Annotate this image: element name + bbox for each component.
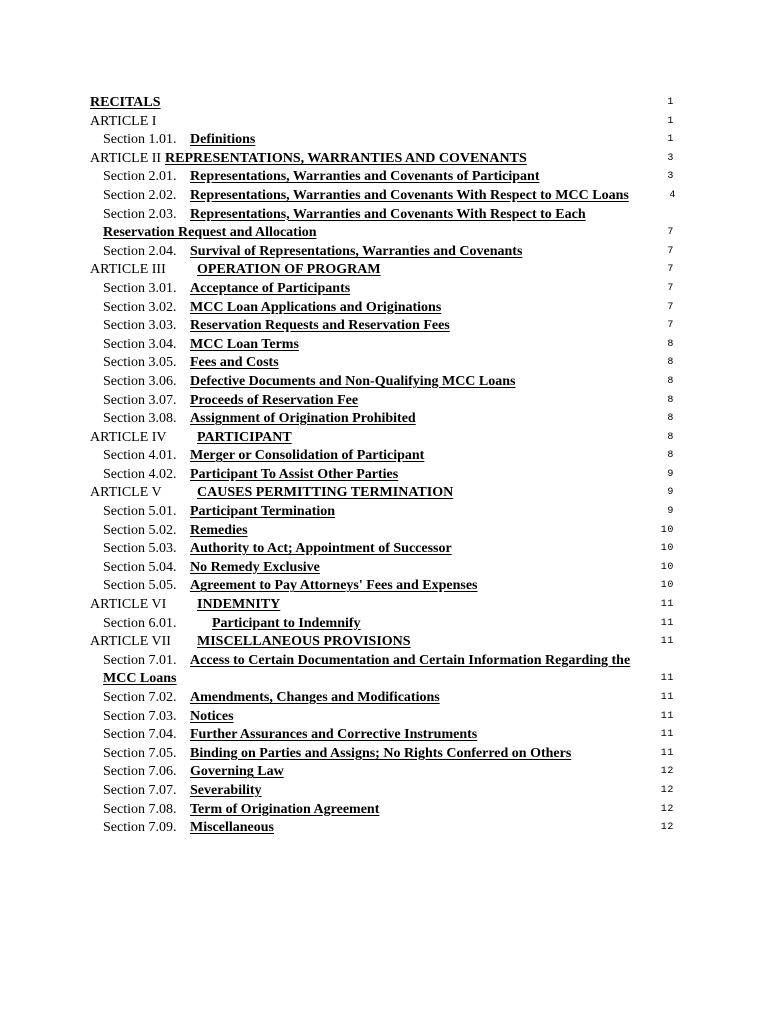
toc-entry-article-4[interactable] [90, 429, 674, 448]
toc-page-number: 11 [660, 617, 674, 629]
toc-title[interactable]: PARTICIPANT [197, 429, 292, 445]
toc-title[interactable]: RECITALS [90, 95, 161, 110]
toc-entry-section-7-08[interactable] [90, 801, 674, 820]
toc-entry-section-2-02[interactable] [90, 187, 674, 206]
toc-title[interactable]: Severability [190, 782, 262, 798]
toc-title[interactable]: Notices [190, 708, 234, 724]
toc-label: Section 5.02. [103, 522, 177, 538]
toc-label: Section 2.03. [103, 206, 177, 222]
toc-label: Section 2.01. [103, 169, 177, 185]
toc-title[interactable]: Fees and Costs [190, 355, 279, 371]
toc-entry-article-1 [90, 113, 674, 132]
toc-page-number: 1 [667, 134, 674, 146]
toc-page-number: 11 [660, 747, 674, 759]
toc-page-number: 3 [667, 152, 674, 164]
toc-entry-article-2[interactable] [90, 150, 674, 169]
toc-page-number: 1 [667, 97, 674, 108]
toc-entry-section-5-02[interactable] [90, 522, 674, 541]
toc-entry-section-7-02[interactable] [90, 689, 674, 708]
toc-label: Section 3.07. [103, 392, 177, 408]
toc-entry-section-7-09[interactable] [90, 819, 674, 838]
toc-page-number: 8 [667, 338, 674, 350]
toc-page-number: 11 [660, 636, 674, 648]
toc-entry-recitals[interactable] [90, 94, 674, 113]
toc-title[interactable]: Reservation Requests and Reservation Fees [190, 318, 450, 334]
toc-title[interactable]: Participant to Indemnify [212, 615, 361, 631]
toc-title[interactable]: Survival of Representations, Warranties and Covenants [190, 243, 523, 259]
toc-page-number: 1 [667, 115, 674, 127]
toc-entry-section-5-01[interactable] [90, 503, 674, 522]
toc-label: Section 7.09. [103, 820, 177, 836]
toc-entry-section-3-01[interactable] [90, 280, 674, 299]
toc-label: Section 7.07. [103, 782, 177, 798]
toc-page-number: 10 [660, 524, 674, 536]
toc-label: ARTICLE III [90, 262, 166, 278]
toc-page-number: 10 [660, 580, 674, 592]
toc-title[interactable]: REPRESENTATIONS, WARRANTIES AND COVENANTS [165, 150, 527, 166]
toc-page-number: 7 [667, 320, 674, 332]
toc-title[interactable]: INDEMNITY [197, 597, 281, 613]
table-of-contents [90, 94, 674, 838]
toc-title[interactable]: Binding on Parties and Assigns; No Rights Conferred on Others [190, 745, 572, 761]
toc-title[interactable]: Participant Termination [190, 504, 336, 520]
toc-label: Section 4.02. [103, 466, 177, 482]
toc-page-number: 8 [667, 450, 674, 462]
toc-title[interactable]: Further Assurances and Corrective Instruments [190, 727, 478, 743]
toc-entry-section-5-04[interactable] [90, 559, 674, 578]
toc-label: ARTICLE VII [90, 634, 171, 650]
toc-entry-article-5[interactable] [90, 484, 674, 503]
toc-page-number: 11 [660, 692, 674, 703]
toc-entry-section-3-07[interactable] [90, 392, 674, 411]
toc-title[interactable]: Term of Origination Agreement [190, 801, 380, 817]
toc-label: Section 3.03. [103, 318, 177, 334]
toc-title[interactable]: CAUSES PERMITTING TERMINATION [197, 485, 454, 501]
toc-title[interactable]: Proceeds of Reservation Fee [190, 392, 359, 408]
toc-title[interactable]: MCC Loan Terms [190, 336, 299, 352]
toc-label: Section 3.01. [103, 280, 177, 296]
toc-entry-section-2-04[interactable] [90, 243, 674, 262]
toc-label: Section 3.06. [103, 373, 177, 389]
toc-title[interactable]: Definitions [190, 132, 256, 148]
toc-page-number: 7 [667, 264, 674, 276]
toc-entry-section-3-02[interactable] [90, 299, 674, 318]
toc-page-number: 3 [667, 171, 674, 183]
toc-label: Section 5.01. [103, 504, 177, 520]
toc-label: ARTICLE VI [90, 597, 167, 613]
toc-page-number: 9 [667, 487, 674, 499]
toc-title[interactable]: Governing Law [190, 764, 284, 780]
toc-page-number: 10 [660, 561, 674, 573]
toc-page-number: 8 [667, 375, 674, 387]
toc-page-number: 7 [667, 301, 674, 313]
toc-title[interactable]: Agreement to Pay Attorneys' Fees and Expenses [190, 578, 478, 594]
toc-entry-article-7[interactable] [90, 633, 674, 652]
toc-entry-section-3-03[interactable] [90, 317, 674, 336]
toc-label: Section 1.01. [103, 132, 177, 148]
toc-label: Section 7.04. [103, 727, 177, 743]
toc-title[interactable]: Representations, Warranties and Covenants With Respect to MCC Loans [190, 187, 629, 203]
toc-page-number: 12 [660, 822, 674, 834]
toc-label: ARTICLE V [90, 485, 162, 501]
toc-page-number: 7 [667, 282, 674, 294]
toc-entry-section-7-05[interactable] [90, 745, 674, 764]
toc-label: Section 2.04. [103, 243, 177, 259]
toc-entry-section-7-07[interactable] [90, 782, 674, 801]
toc-title-continued[interactable]: Reservation Request and Allocation [103, 225, 317, 241]
toc-page-number: 12 [660, 784, 674, 796]
toc-page-number: 8 [667, 431, 674, 443]
toc-title[interactable]: Assignment of Origination Prohibited [190, 411, 416, 427]
toc-title[interactable]: Miscellaneous [190, 820, 274, 836]
toc-title[interactable]: Representations, Warranties and Covenants With Respect to Each [190, 206, 586, 222]
toc-entry-section-7-01-continued[interactable] [90, 670, 674, 689]
toc-label: Section 3.08. [103, 411, 177, 427]
toc-title[interactable]: MISCELLANEOUS PROVISIONS [197, 634, 411, 650]
toc-title[interactable]: OPERATION OF PROGRAM [197, 262, 381, 278]
toc-page-number: 11 [660, 710, 674, 722]
toc-entry-section-1-01[interactable] [90, 131, 674, 150]
toc-title[interactable]: Access to Certain Documentation and Certain Information Regarding the [190, 652, 631, 668]
toc-page-number: 4 [669, 189, 676, 201]
toc-label: Section 7.06. [103, 764, 177, 780]
toc-entry-section-3-08[interactable] [90, 410, 674, 429]
toc-label: ARTICLE II [90, 150, 162, 166]
toc-page-number: 9 [667, 468, 674, 480]
toc-page-number: 7 [667, 245, 674, 257]
toc-entry-section-5-03[interactable] [90, 540, 674, 559]
toc-entry-section-7-01[interactable] [90, 652, 674, 671]
toc-entry-section-5-05[interactable] [90, 577, 674, 596]
toc-page-number: 12 [660, 803, 674, 815]
toc-entry-section-2-03-continued[interactable] [90, 224, 674, 243]
toc-title[interactable]: Participant To Assist Other Parties [190, 466, 399, 482]
toc-entry-article-6[interactable] [90, 596, 674, 615]
toc-page-number: 12 [660, 766, 674, 778]
toc-page-number: 11 [660, 729, 674, 741]
toc-label: Section 5.05. [103, 578, 177, 594]
toc-entry-section-3-04[interactable] [90, 336, 674, 355]
toc-label: Section 7.01. [103, 652, 177, 668]
toc-entry-section-3-06[interactable] [90, 373, 674, 392]
toc-label: ARTICLE IV [90, 429, 167, 445]
toc-label: Section 7.05. [103, 745, 177, 761]
toc-title[interactable]: MCC Loan Applications and Originations [190, 299, 442, 315]
toc-label: Section 7.02. [103, 690, 177, 705]
toc-label: Section 5.03. [103, 541, 177, 557]
toc-entry-section-7-04[interactable] [90, 726, 674, 745]
toc-label: Section 3.04. [103, 336, 177, 352]
toc-page-number: 11 [660, 673, 674, 685]
toc-label: Section 3.02. [103, 299, 177, 315]
toc-label: Section 4.01. [103, 448, 177, 464]
toc-title[interactable]: Remedies [190, 522, 248, 538]
toc-page-number: 7 [667, 227, 674, 239]
toc-title[interactable]: Amendments, Changes and Modifications [190, 690, 440, 705]
toc-title[interactable]: Acceptance of Participants [190, 280, 351, 296]
toc-entry-section-7-06[interactable] [90, 763, 674, 782]
toc-page-number: 9 [667, 506, 674, 518]
toc-label: Section 2.02. [103, 187, 177, 203]
toc-label: Section 3.05. [103, 355, 177, 371]
toc-page-number: 8 [667, 413, 674, 425]
toc-entry-section-4-02[interactable] [90, 466, 674, 485]
toc-title[interactable]: Merger or Consolidation of Participant [190, 448, 425, 464]
toc-page-number: 8 [667, 357, 674, 369]
toc-entry-article-3[interactable] [90, 261, 674, 280]
toc-label: Section 7.03. [103, 708, 177, 724]
toc-entry-section-6-01[interactable] [90, 615, 674, 634]
toc-page-number: 11 [660, 599, 674, 611]
toc-title[interactable]: Representations, Warranties and Covenants of Participant [190, 169, 540, 185]
toc-label: Section 7.08. [103, 801, 177, 817]
toc-label: ARTICLE I [90, 113, 157, 129]
toc-label: Section 5.04. [103, 559, 177, 575]
toc-title-continued[interactable]: MCC Loans [103, 671, 177, 687]
toc-page-number: 8 [667, 394, 674, 406]
toc-entry-section-2-01[interactable] [90, 168, 674, 187]
toc-entry-section-7-03[interactable] [90, 708, 674, 727]
toc-entry-section-4-01[interactable] [90, 447, 674, 466]
toc-title[interactable]: Authority to Act; Appointment of Successor [190, 541, 452, 557]
toc-label: Section 6.01. [103, 615, 177, 631]
toc-title[interactable]: No Remedy Exclusive [190, 559, 320, 575]
toc-page-number: 10 [660, 543, 674, 555]
toc-entry-section-3-05[interactable] [90, 354, 674, 373]
toc-entry-section-2-03[interactable] [90, 206, 674, 225]
toc-title[interactable]: Defective Documents and Non-Qualifying MCC Loans [190, 373, 516, 389]
